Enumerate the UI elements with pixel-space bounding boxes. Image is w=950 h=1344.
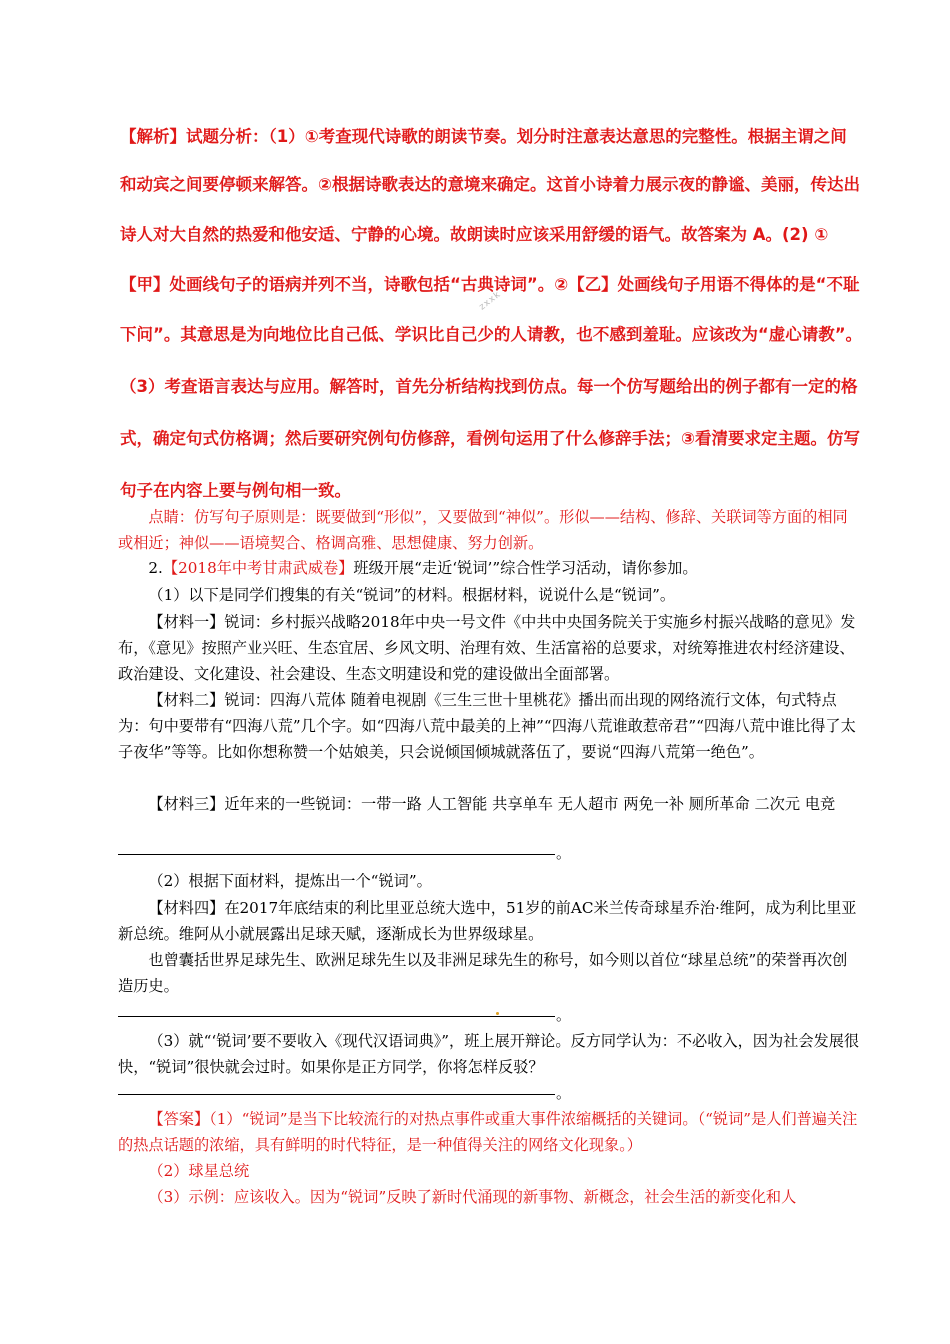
- answer-label: 【答案】: [148, 1110, 210, 1128]
- stray-mark: [496, 1012, 499, 1015]
- answer-3: （3）示例：应该收入。因为“锐词”反映了新时代涌现的新事物、新概念，社会生活的新变化和人: [148, 1188, 797, 1206]
- answer-blank-1[interactable]: [118, 854, 555, 855]
- analysis-line: 【解析】试题分析：（1）①考查现代诗歌的朗读节奏。划分时注意表达意思的完整性。根据主谓之间: [120, 127, 847, 146]
- sub-question-1: （1）以下是同学们搜集的有关“锐词”的材料。根据材料，说说什么是“锐词”。: [148, 586, 676, 604]
- question-intro: 班级开展“走近‘锐词’”综合性学习活动，请你参加。: [353, 559, 698, 577]
- answer-blank-3[interactable]: [118, 1094, 555, 1095]
- blank-period: 。: [556, 1006, 572, 1024]
- answer-2: （2）球星总统: [148, 1162, 250, 1180]
- blank-period: 。: [556, 844, 572, 862]
- analysis-line: 下问”。其意思是为向地位比自己低、学识比自己少的人请教，也不感到羞耻。应该改为“虚心请教”。: [120, 325, 863, 344]
- material-4: 【材料四】在2017年底结束的利比里亚总统大选中，51岁的前AC米兰传奇球星乔治·维阿，成为利比里亚新总统。维阿从小就展露出足球天赋，逐渐成长为世界级球星。: [118, 899, 857, 943]
- answer-blank-2[interactable]: [118, 1016, 555, 1017]
- analysis-line: 诗人对大自然的热爱和他安适、宁静的心境。故朗读时应该采用舒缓的语气。故答案为 A。(2) ①: [120, 225, 829, 244]
- answer-1: （1）“锐词”是当下比较流行的对热点事件或重大事件浓缩概括的关键词。（“锐词”是人们普遍关注的热点话题的浓缩，具有鲜明的时代特征，是一种值得关注的网络文化现象。）: [118, 1110, 858, 1154]
- analysis-line: 句子在内容上要与例句相一致。: [120, 481, 351, 500]
- watermark: zxxk: [477, 289, 504, 313]
- tip-paragraph: 点睛：仿写句子原则是：既要做到“形似”，又要做到“神似”。形似——结构、修辞、关联词等方面的相同或相近；神似——语境契合、格调高雅、思想健康、努力创新。: [118, 508, 848, 552]
- material-2: 【材料二】锐词：四海八荒体 随着电视剧《三生三世十里桃花》播出而出现的网络流行文体，句式特点为：句中要带有“四海八荒”几个字。如“四海八荒中最美的上神”“四海八荒谁敢惹帝君”“四海八荒中谁比得了太子夜华”等等。比如你想称赞一个姑娘美，只会说倾国倾城就落伍了，要说“四海八荒第一绝色”。: [118, 691, 856, 761]
- sub-question-2: （2）根据下面材料，提炼出一个“锐词”。: [148, 872, 432, 890]
- question-2-header: [118, 555, 860, 581]
- analysis-line: 式，确定句式仿格调；然后要研究例句仿修辞，看例句运用了什么修辞手法；③看清要求定主题。仿写: [120, 429, 860, 448]
- sub-question-3: （3）就“‘锐词’要不要收入《现代汉语词典》”，班上展开辩论。反方同学认为：不必收入，因为社会发展很快，“锐词”很快就会过时。如果你是正方同学，你将怎样反驳？: [118, 1032, 860, 1076]
- analysis-line: （3）考查语言表达与应用。解答时，首先分析结构找到仿点。每一个仿写题给出的例子都有一定的格: [120, 377, 858, 396]
- blank-period: 。: [556, 1084, 572, 1102]
- material-4-continued: 也曾囊括世界足球先生、欧洲足球先生以及非洲足球先生的称号，如今则以首位“球星总统”的荣誉再次创造历史。: [118, 951, 848, 995]
- question-source: 【2018年中考甘肃武威卷】: [162, 559, 354, 577]
- question-number: 2.: [148, 559, 163, 577]
- answer-paragraph: [118, 1106, 860, 1158]
- analysis-line: 和动宾之间要停顿来解答。②根据诗歌表达的意境来确定。这首小诗着力展示夜的静谧、美丽，传达出: [120, 175, 860, 194]
- material-1: 【材料一】锐词：乡村振兴战略2018年中央一号文件《中共中央国务院关于实施乡村振兴战略的意见》发布，《意见》按照产业兴旺、生态宜居、乡风文明、治理有效、生活富裕的总要求，对统筹推进农村经济建设、政治建设、文化建设、社会建设、生态文明建设和党的建设做出全面部署。: [118, 613, 856, 683]
- material-3: 【材料三】近年来的一些锐词：一带一路 人工智能 共享单车 无人超市 两免一补 厕所革命 二次元 电竞: [148, 795, 836, 813]
- analysis-line: 【甲】处画线句子的语病并列不当，诗歌包括“古典诗词”。②【乙】处画线句子用语不得体的是“不耻: [120, 275, 860, 294]
